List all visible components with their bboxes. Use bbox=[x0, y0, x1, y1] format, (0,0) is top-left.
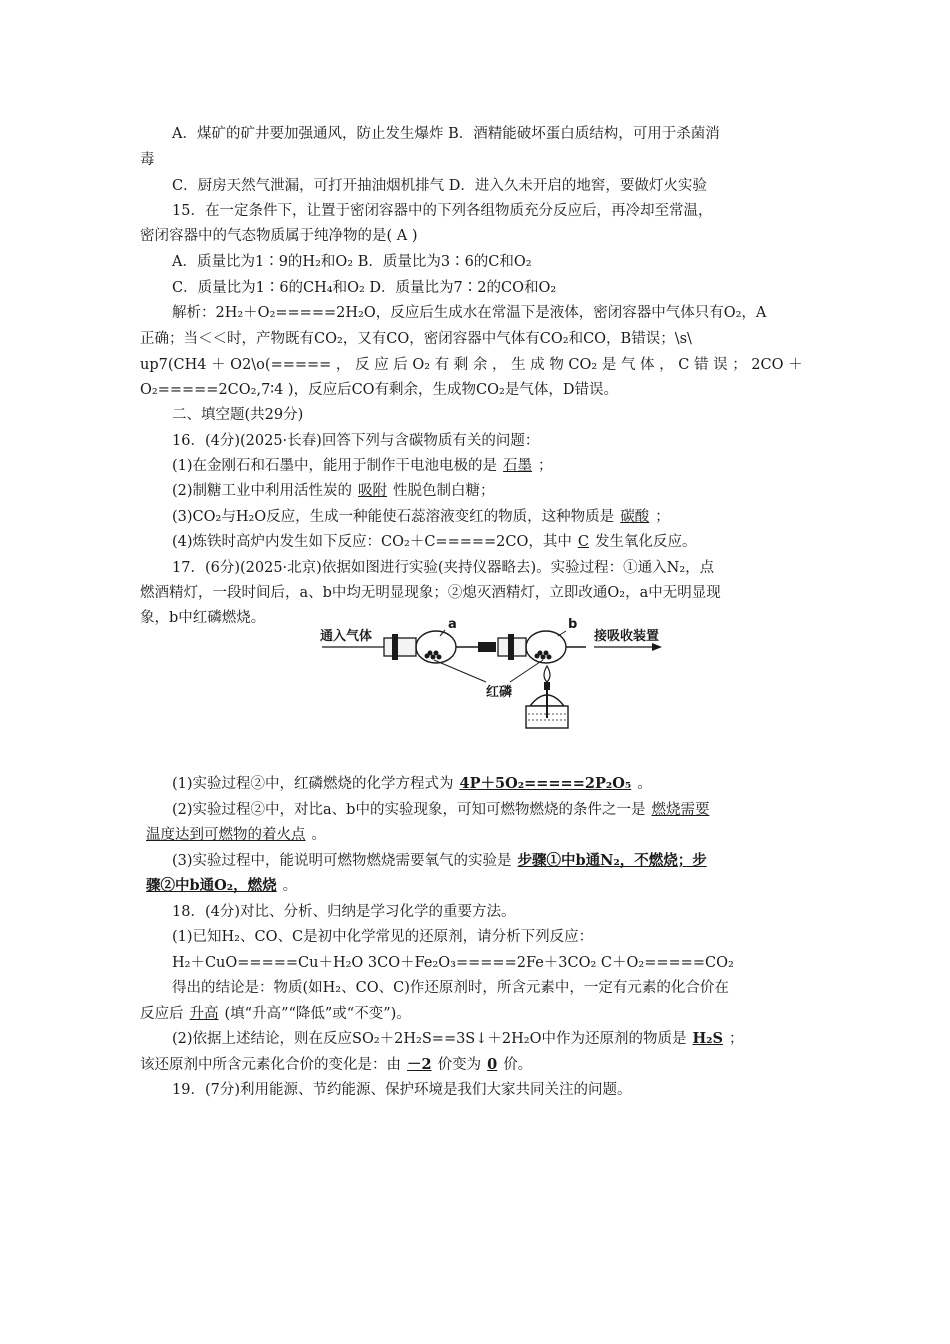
q16-part1-text: (1)在金刚石和石墨中，能用于制作干电池电极的是 bbox=[172, 458, 498, 474]
q18-answer-2: H₂S bbox=[692, 1030, 723, 1047]
tube-b-label: b bbox=[568, 617, 578, 632]
alcohol-lamp bbox=[526, 666, 568, 728]
analysis-line-2: 正确；当＜＜时，产物既有CO₂，又有CO，密闭容器中气体有CO₂和CO，B错误；\s\ bbox=[140, 331, 692, 347]
q16-part1 bbox=[172, 456, 812, 476]
q17-part1-answer: 4P＋5O₂=====2P₂O₅ bbox=[459, 775, 632, 792]
option-b-cont: 毒 bbox=[140, 152, 155, 168]
option-a-b: A．煤矿的矿井要加强通风，防止发生爆炸 B．酒精能破坏蛋白质结构，可用于杀菌消 bbox=[172, 126, 720, 142]
outlet-label: 接吸收装置 bbox=[594, 629, 660, 644]
q15-stem-cont: 密闭容器中的气态物质属于纯净物的是( A ) bbox=[140, 228, 418, 244]
q18-stem: 18．(4分)对比、分析、归纳是学习化学的重要方法。 bbox=[172, 904, 516, 920]
analysis-line-4: O₂=====2CO₂,7∶4 )，反应后CO有剩余，生成物CO₂是气体，D错误。 bbox=[140, 382, 618, 398]
q15-options-cd: C．质量比为1∶6的CH₄和O₂ D．质量比为7∶2的CO和O₂ bbox=[172, 280, 557, 296]
q16-part2 bbox=[172, 481, 812, 501]
q17-part2-answer-cont: 温度达到可燃物的着火点 bbox=[146, 827, 306, 843]
q17-part2-text: (2)实验过程②中，对比a、b中的实验现象，可知可燃物燃烧的条件之一是 bbox=[172, 802, 646, 818]
q16-part3 bbox=[172, 507, 812, 527]
section-heading: 二、填空题(共29分) bbox=[172, 407, 304, 423]
q18-conclusion-text: 反应后 bbox=[140, 1006, 184, 1022]
q18-answer-3: －2 bbox=[407, 1056, 432, 1073]
q18-answer-1: 升高 bbox=[189, 1006, 219, 1022]
q17-stem-3: 象，b中红磷燃烧。 bbox=[140, 610, 266, 626]
q18-part2 bbox=[172, 1029, 812, 1049]
q16-part4-text: (4)炼铁时高炉内发生如下反应：CO₂＋C=====2CO，其中 bbox=[172, 534, 572, 550]
q17-part2-end: 。 bbox=[311, 827, 326, 843]
q17-part3-cont bbox=[140, 876, 812, 896]
q18-answer-4: 0 bbox=[487, 1056, 498, 1073]
q16-part4 bbox=[172, 532, 812, 552]
q17-part3-answer-cont: 骤②中b通O₂，燃烧 bbox=[146, 877, 277, 894]
q17-part3-answer: 步骤①中b通N₂，不燃烧；步 bbox=[517, 852, 707, 869]
experiment-apparatus-figure bbox=[318, 614, 678, 754]
stopper-left-a bbox=[384, 638, 416, 656]
q18-valence-mid: 价变为 bbox=[437, 1057, 482, 1073]
q17-part3-text: (3)实验过程中，能说明可燃物燃烧需要氧气的实验是 bbox=[172, 853, 512, 869]
q18-conclusion-cont bbox=[140, 1004, 812, 1024]
q16-part1-answer: 石墨 bbox=[503, 458, 533, 474]
q17-stem-2: 燃酒精灯，一段时间后，a、b中均无明显现象；②熄灭酒精灯，立即改通O₂，a中无明显现 bbox=[140, 585, 721, 601]
tube-a-label: a bbox=[448, 617, 457, 632]
q16-part1-end: ； bbox=[538, 458, 553, 474]
phosphorus-label: 红磷 bbox=[486, 685, 513, 700]
q16-part2-text: (2)制糖工业中利用活性炭的 bbox=[172, 483, 353, 499]
q17-stem: 17．(6分)(2025·北京)依据如图进行实验(夹持仪器略去)。实验过程：①通入N₂，点 bbox=[172, 560, 715, 576]
q17-part1 bbox=[172, 774, 812, 794]
inlet-label: 通入气体 bbox=[320, 629, 373, 644]
q18-conclusion: 得出的结论是：物质(如H₂、CO、C)作还原剂时，所含元素中，一定有元素的化合价在 bbox=[172, 980, 729, 996]
tube-b-bulb bbox=[526, 631, 566, 663]
q18-part2-text: (2)依据上述结论，则在反应SO₂＋2H₂S==3S↓＋2H₂O中作为还原剂的物质是 bbox=[172, 1031, 687, 1047]
q17-part2-answer: 燃烧需要 bbox=[651, 802, 710, 818]
tube-a-bulb bbox=[416, 631, 456, 663]
q19-stem: 19．(7分)利用能源、节约能源、保护环境是我们大家共同关注的问题。 bbox=[172, 1082, 632, 1098]
q17-part3 bbox=[172, 851, 812, 871]
q18-valence-end: 价。 bbox=[503, 1057, 533, 1073]
q18-part2-cont bbox=[140, 1055, 812, 1075]
q17-part2 bbox=[172, 800, 812, 820]
q16-part2-answer: 吸附 bbox=[358, 483, 388, 499]
q15-options-ab: A．质量比为1∶9的H₂和O₂ B．质量比为3∶6的C和O₂ bbox=[172, 254, 532, 270]
q15-stem: 15．在一定条件下，让置于密闭容器中的下列各组物质充分反应后，再冷却至常温， bbox=[172, 203, 713, 219]
q18-part2-end: ； bbox=[729, 1031, 744, 1047]
q16-stem: 16．(4分)(2025·长春)回答下列与含碳物质有关的问题： bbox=[172, 433, 540, 449]
q16-part2-end: 性脱色制白糖； bbox=[393, 483, 495, 499]
q18-part1: (1)已知H₂、CO、C是初中化学常见的还原剂，请分析下列反应： bbox=[172, 929, 594, 945]
q17-part2-cont bbox=[140, 825, 812, 845]
q16-part3-text: (3)CO₂与H₂O反应，生成一种能使石蕊溶液变红的物质，这种物质是 bbox=[172, 509, 615, 525]
connector bbox=[478, 642, 496, 652]
q16-part4-end: 发生氧化反应。 bbox=[595, 534, 697, 550]
q16-part3-end: ； bbox=[655, 509, 670, 525]
q16-part3-answer: 碳酸 bbox=[620, 509, 650, 525]
analysis-line-3: up7(CH4 ＋ O2\o(===== ， 反 应 后 O₂ 有 剩 余 ， 生 成 物 CO₂ 是 气 体 ， C 错 误 ； 2CO ＋ bbox=[140, 357, 803, 373]
q18-valence-text: 该还原剂中所含元素化合价的变化是：由 bbox=[140, 1057, 401, 1073]
option-c-d: C．厨房天然气泄漏，可打开抽油烟机排气 D．进入久未开启的地窖，要做灯火实验 bbox=[172, 178, 707, 194]
q17-part3-end: 。 bbox=[282, 878, 298, 894]
q16-part4-answer: C bbox=[577, 534, 589, 550]
q17-part1-text: (1)实验过程②中，红磷燃烧的化学方程式为 bbox=[172, 776, 454, 792]
q17-part1-end: 。 bbox=[637, 776, 652, 792]
q18-reactions: H₂＋CuO=====Cu＋H₂O 3CO＋Fe₂O₃=====2Fe＋3CO₂ C＋O₂=====CO₂ bbox=[172, 955, 734, 971]
q18-conclusion-end: (填“升高”“降低”或“不变”)。 bbox=[224, 1006, 411, 1022]
analysis-line-1: 解析：2H₂＋O₂=====2H₂O，反应后生成水在常温下是液体，密闭容器中气体只有O₂，A bbox=[172, 305, 767, 321]
